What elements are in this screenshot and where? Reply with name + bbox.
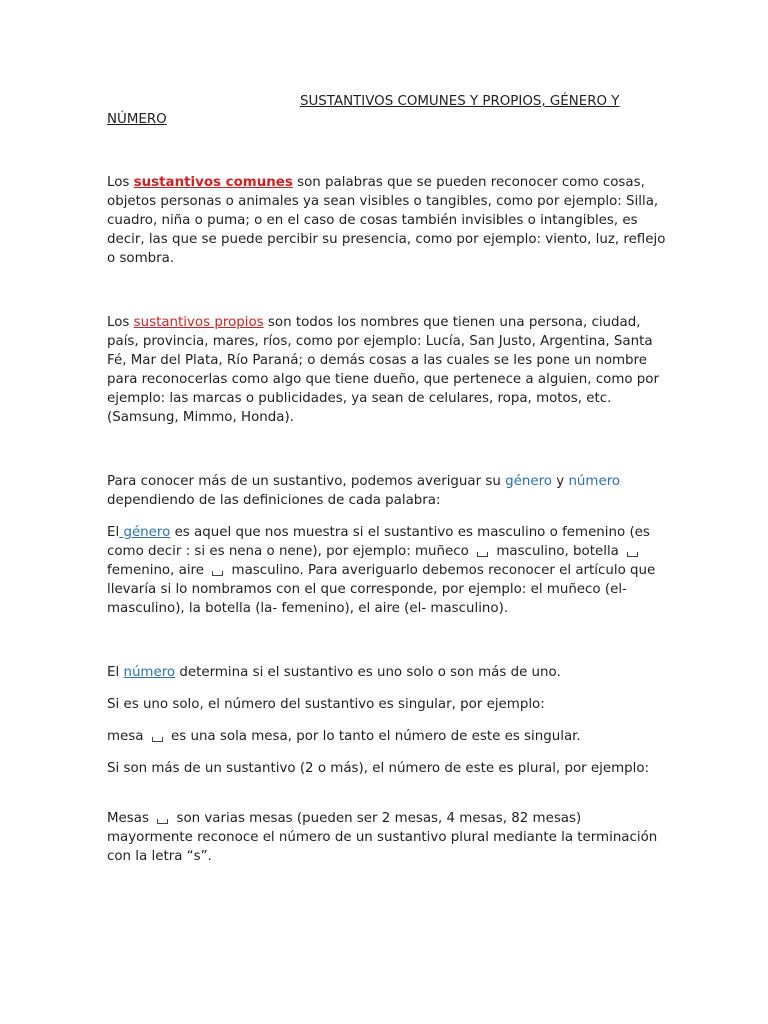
- paragraph-number: El número determina si el sustantivo es uno solo o son más de uno.: [107, 665, 561, 680]
- number-term: número: [568, 474, 621, 489]
- gender-term: género: [505, 474, 552, 489]
- paragraph-singular: Si es uno solo, el número del sustantivo es singular, por ejemplo:: [107, 697, 545, 712]
- paragraph-singular-example: mesa es una sola mesa, por lo tanto el número de este es singular.: [107, 729, 581, 744]
- paragraph-proper-nouns: Los sustantivos propios son todos los nombres que tienen una persona, ciudad, país, provincia, mares, ríos, como por ejemplo: Lucía, San Justo, Argentina, Santa Fé, Mar del Plata, Río Paraná; o demás cosas a las cuales se les pone un nombre para reconocerlas como algo que tiene dueño, que pertenece a alguien, como por ejemplo: las marcas o publicidades, ya sean de celulares, ropa, motos, etc.(Samsung, Mimmo, Honda).: [107, 315, 660, 425]
- paragraph-intro-gender-number: Para conocer más de un sustantivo, podemos averiguar su género y número dependiendo de las definiciones de cada palabra:: [107, 474, 621, 508]
- gender-link[interactable]: género: [119, 525, 171, 540]
- paragraph-plural-example: Mesas son varias mesas (pueden ser 2 mesas, 4 mesas, 82 mesas) mayormente reconoce el número de un sustantivo plural mediante la terminación con la letra “s”.: [107, 811, 658, 864]
- document-title: SUSTANTIVOS COMUNES Y PROPIOS, GÉNERO Y: [300, 94, 620, 109]
- arrow-symbol-icon: [627, 552, 638, 557]
- paragraph-plural: Si son más de un sustantivo (2 o más), el número de este es plural, por ejemplo:: [107, 761, 650, 776]
- document-title-continued: NÚMERO: [107, 112, 167, 127]
- proper-nouns-link[interactable]: sustantivos propios: [133, 315, 264, 330]
- paragraph-common-nouns: Los sustantivos comunes son palabras que se pueden reconocer como cosas, objetos personas o animales ya sean visibles o tangibles, como por ejemplo: Silla, cuadro, niña o puma; o en el caso de cosas también invisibles o intangibles, es decir, las que se puede percibir su presencia, como por ejemplo: viento, luz, reflejo o sombra.: [107, 175, 666, 266]
- common-nouns-link[interactable]: sustantivos comunes: [133, 175, 293, 190]
- arrow-symbol-icon: [477, 552, 488, 557]
- arrow-symbol-icon: [157, 819, 168, 824]
- paragraph-gender: El género es aquel que nos muestra si el sustantivo es masculino o femenino (es como decir : si es nena o nene), por ejemplo: muñeco masculino, botella femenino, aire masculino. Para averiguarlo debemos reconocer el artículo que llevaría si lo nombramos con el que corresponde, por ejemplo: el muñeco (el- masculino), la botella (la- femenino), el aire (el- masculino).: [107, 525, 656, 616]
- arrow-symbol-icon: [212, 571, 223, 576]
- number-link[interactable]: número: [123, 665, 176, 680]
- arrow-symbol-icon: [152, 737, 163, 742]
